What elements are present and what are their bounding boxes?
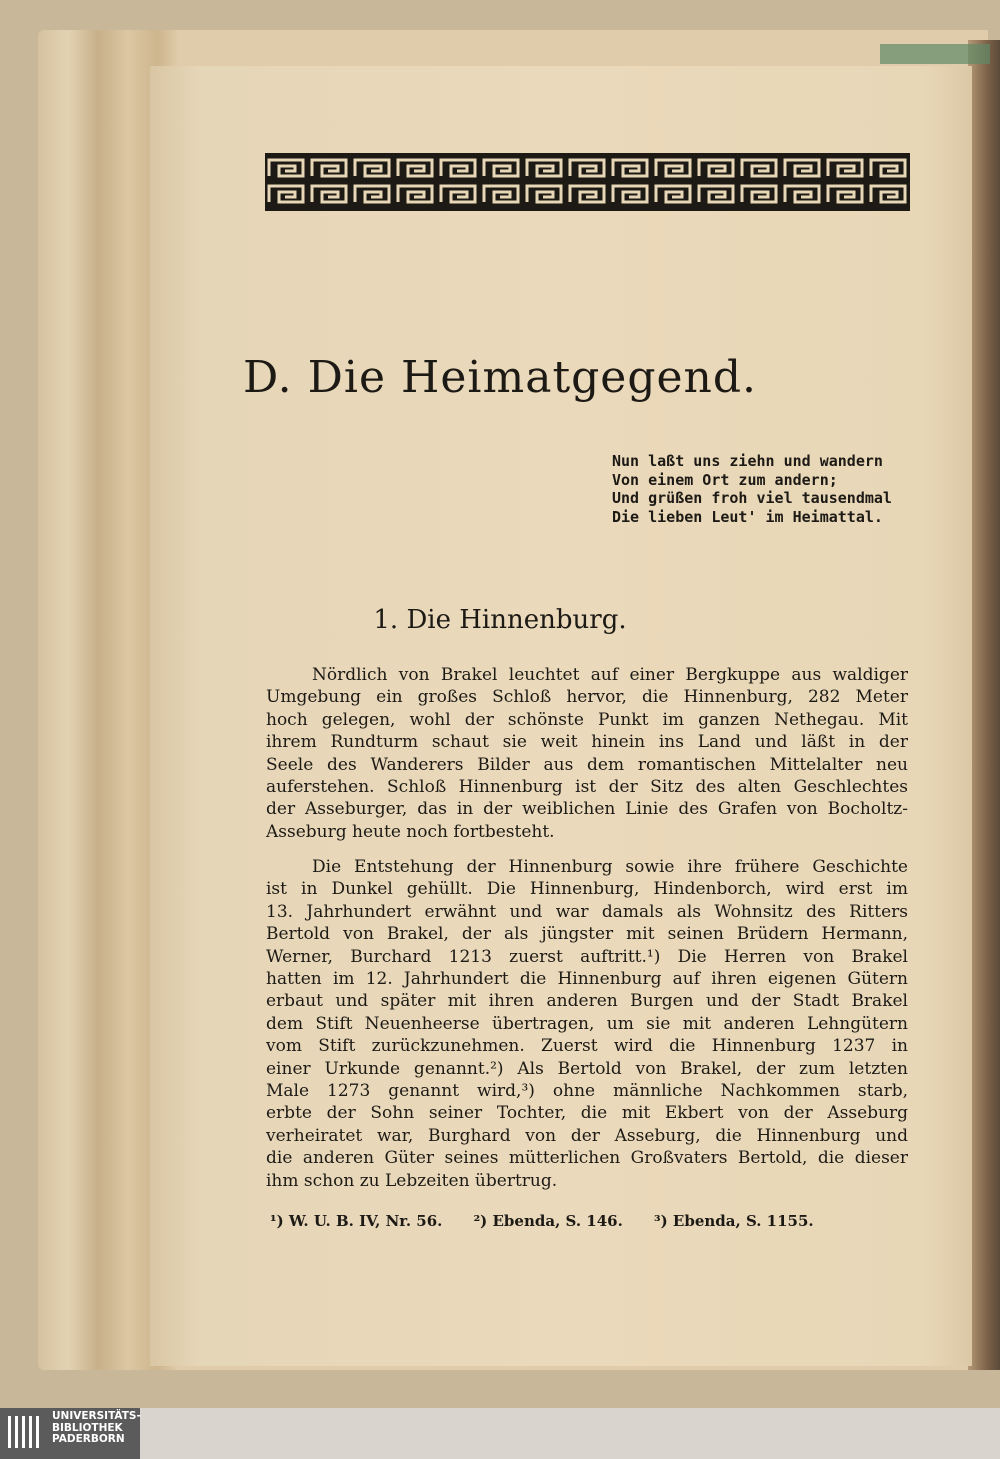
library-name-line: PADERBORN [52,1433,125,1445]
text-line: Umgebung ein großes Schloß hervor, die Hinnenburg, 282 Meter [266,687,908,708]
text-line: erbaut und später mit ihren anderen Burgen und der Stadt Brakel [266,991,908,1012]
footnotes [270,1212,840,1230]
verse-line: Und grüßen froh viel tausendmal [612,489,892,507]
text-line: Asseburg heute noch fortbesteht. [266,821,555,842]
text-line: verheiratet war, Burghard von der Asseburg, die Hinnenburg und [266,1125,908,1146]
page-title: D. Die Heimatgegend. [242,352,758,403]
text-line: hoch gelegen, wohl der schönste Punkt im ganzen Nethegau. Mit [266,709,908,730]
text-line: dem Stift Neuenheerse übertragen, um sie mit anderen Lehngütern [266,1013,908,1034]
verse-line: Von einem Ort zum andern; [612,470,838,489]
footnote: ³) Ebenda, S. 1155. [654,1212,814,1230]
text-line: die anderen Güter seines mütterlichen Großvaters Bertold, die dieser [266,1148,908,1169]
text-line: Bertold von Brakel, der als jüngster mit seinen Brüdern Hermann, [266,924,908,945]
text-line: erbte der Sohn seiner Tochter, die mit Ekbert von der Asseburg [266,1103,908,1124]
library-name-line: UNIVERSITÄTS- [52,1410,141,1422]
library-logo-icon [6,1412,46,1452]
footnote: ²) Ebenda, S. 146. [473,1212,623,1230]
text-line: Werner, Burchard 1213 zuerst auftritt.¹) Die Herren von Brakel [266,946,908,967]
verse-line: Nun laßt uns ziehn und wandern [612,452,883,470]
text-line: Seele des Wanderers Bilder aus dem romantischen Mittelalter neu [266,754,908,775]
text-line: der Asseburger, das in der weiblichen Linie des Grafen von Bocholtz- [266,799,908,820]
text-line: 13. Jahrhundert erwähnt und war damals als Wohnsitz des Ritters [266,901,908,922]
paragraph-1 [266,664,908,843]
library-name-line: BIBLIOTHEK [52,1421,123,1434]
library-name [52,1411,141,1446]
text-line: ihm schon zu Lebzeiten übertrug. [266,1170,558,1191]
cover-cloth [880,44,990,64]
footnote: ¹) W. U. B. IV, Nr. 56. [270,1212,443,1230]
verse-line: Die lieben Leut' im Heimattal. [612,507,883,526]
text-line: auferstehen. Schloß Hinnenburg ist der Sitz des alten Geschlechtes [266,777,908,798]
text-line: vom Stift zurückzunehmen. Zuerst wird die Hinnenburg 1237 in [266,1036,908,1057]
meander-border-ornament [265,153,910,211]
section-heading: 1. Die Hinnenburg. [373,605,627,635]
text-line: ist in Dunkel gehüllt. Die Hinnenburg, Hindenborch, wird erst im [266,879,908,900]
text-line: Nördlich von Brakel leuchtet auf einer Bergkuppe aus waldiger [312,665,908,685]
text-line: hatten im 12. Jahrhundert die Hinnenburg auf ihren eigenen Gütern [266,969,908,990]
text-line: Male 1273 genannt wird,³) ohne männliche Nachkommen starb, [266,1081,908,1102]
book-cover-edge [968,40,1000,1370]
paragraph-2 [266,856,908,1192]
text-line: Die Entstehung der Hinnenburg sowie ihre frühere Geschichte [312,857,908,877]
footer-bar [0,1408,1000,1459]
text-line: ihrem Rundturm schaut sie weit hinein ins Land und läßt in der [266,732,908,753]
text-line: einer Urkunde genannt.²) Als Bertold von Brakel, der zum letzten [266,1058,908,1079]
verse [612,452,892,526]
